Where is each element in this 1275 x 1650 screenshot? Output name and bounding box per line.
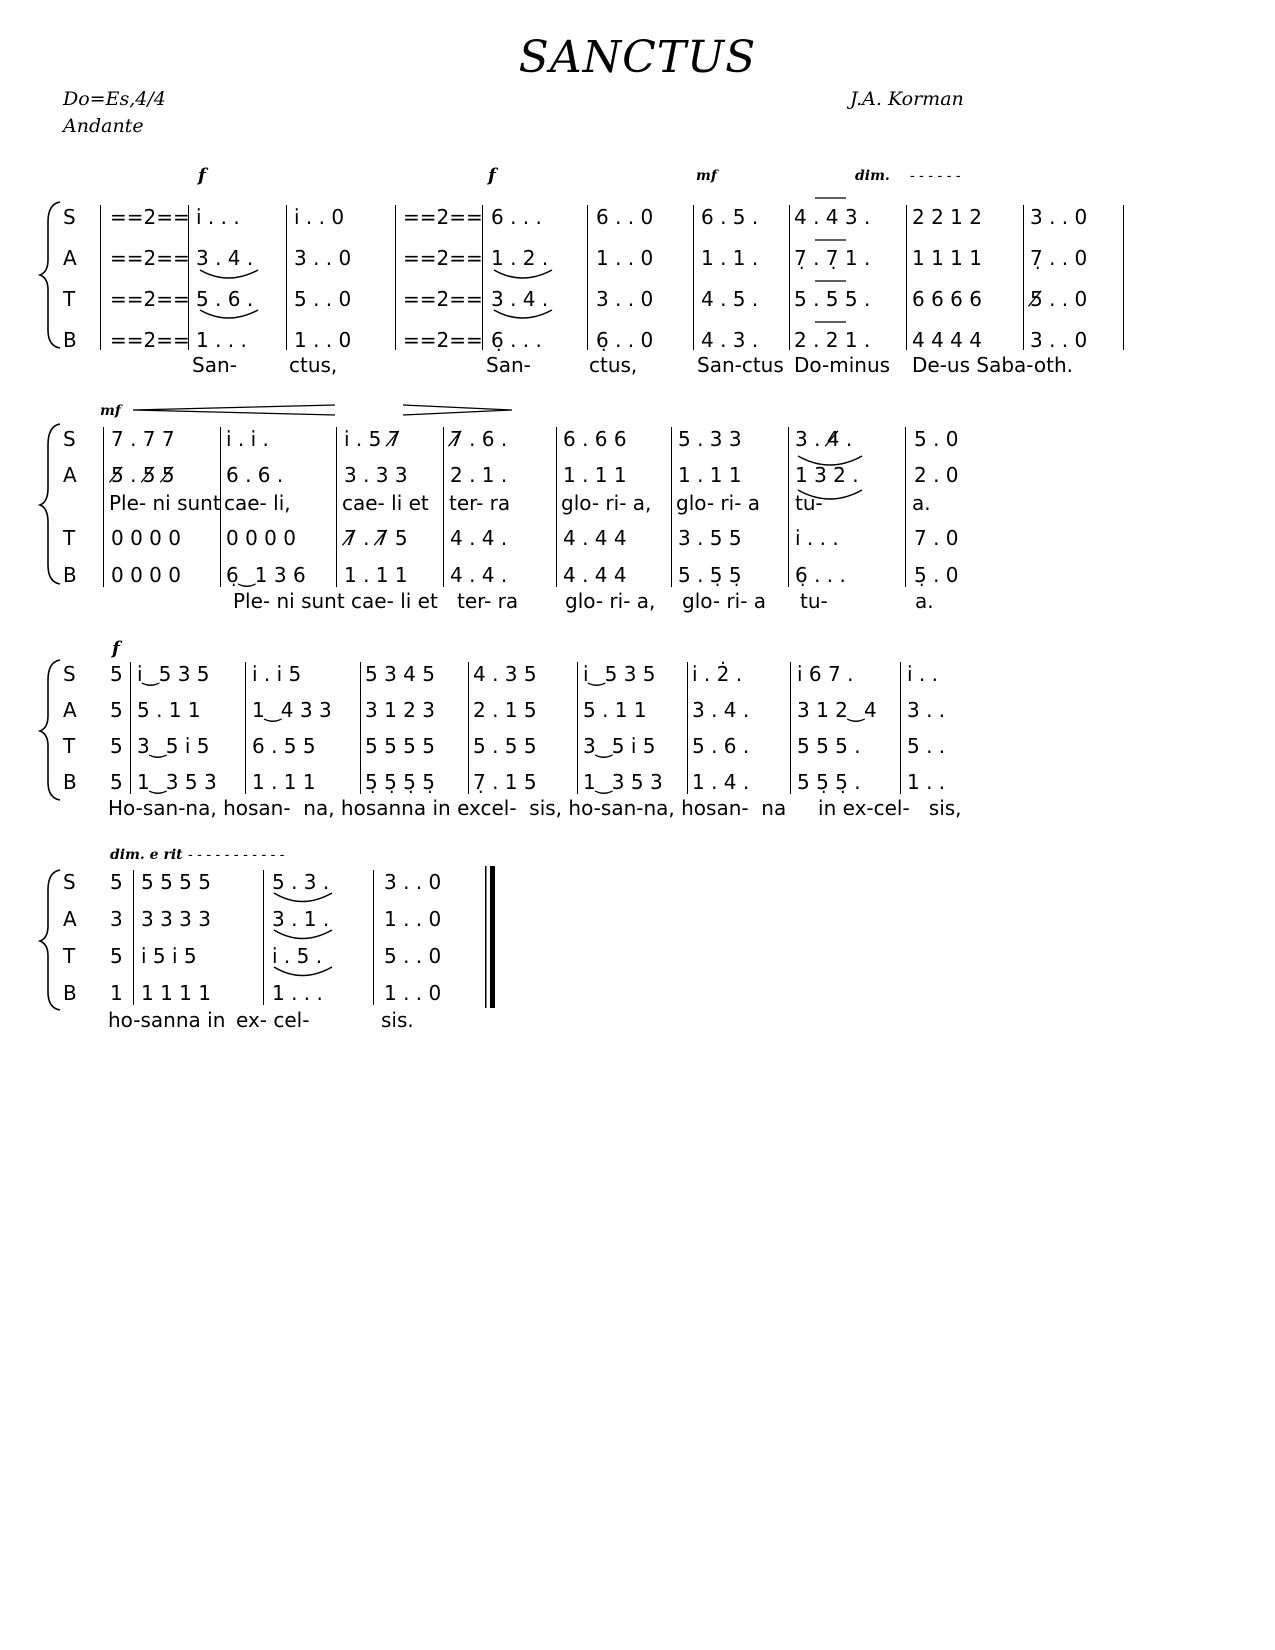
lyric: De-us Saba-oth. <box>912 353 1073 377</box>
lyric: Ple- ni sunt <box>109 491 221 515</box>
measure: i̇ . . 0 <box>294 205 345 229</box>
measure: 1 . . <box>907 770 946 794</box>
voice-label-bass: B <box>63 563 77 587</box>
measure: 5 . 1 1 <box>583 698 647 722</box>
measure: 7̸ . 6 . <box>450 427 508 451</box>
barline <box>906 205 907 350</box>
measure: 0 0 0 0 <box>111 526 181 550</box>
voice-label-alto: A <box>63 246 77 270</box>
measure: 1 . 1 1 <box>344 563 408 587</box>
system-brace <box>40 660 60 800</box>
measure: ==2== <box>403 246 483 270</box>
measure: 2 . 1 5 <box>473 698 537 722</box>
measure: 3 . 4 . <box>196 246 254 270</box>
dynamic-marking: f <box>198 165 206 186</box>
measure: 4 . 4 . <box>450 526 508 550</box>
measure: 3 . 3 3 <box>344 463 408 487</box>
lyric: ter- ra <box>449 491 511 515</box>
measure: 1 . . . <box>272 981 323 1005</box>
measure: 3 . 4 . <box>491 287 549 311</box>
measure: 6 6 6 6 <box>912 287 982 311</box>
measure: 6 . 5 . <box>701 205 759 229</box>
lyric: glo- ri- a, <box>565 589 656 613</box>
voice-label-soprano: S <box>63 427 76 451</box>
measure: 3 . . 0 <box>1030 328 1088 352</box>
measure: 5 <box>110 944 123 968</box>
lyric: glo- ri- a <box>682 589 767 613</box>
measure: 1 . 1 1 <box>252 770 316 794</box>
voice-label-bass: B <box>63 981 77 1005</box>
measure: 7̣ . 7̣ 1 . <box>794 246 871 270</box>
measure: 2 . 2 1 . <box>794 328 871 352</box>
barline <box>286 205 287 350</box>
measure: ==2== <box>403 287 483 311</box>
measure: i̇ . 2̇ . <box>692 662 743 686</box>
barline <box>263 870 264 1005</box>
measure: 4 . 3 5 <box>473 662 537 686</box>
measure: 5 . 6 . <box>692 734 750 758</box>
measure: 3 . . 0 <box>294 246 352 270</box>
measure: 2 . 1 . <box>450 463 508 487</box>
dynamic-continuation: - - - - - - <box>910 168 961 184</box>
measure: i̇‿5 3 5 <box>583 662 656 686</box>
dynamic-marking: f <box>488 165 496 186</box>
measure: 7 . 7 7 <box>111 427 175 451</box>
measure: 1 1 1 1 <box>912 246 982 270</box>
measure: 5 . 5 5 <box>473 734 537 758</box>
measure: 7̸ . 7̸ 5 <box>344 526 408 550</box>
decrescendo-hairpin <box>403 405 512 415</box>
composer: J.A. Korman <box>850 88 964 110</box>
measure: 7 . 0 <box>914 526 959 550</box>
measure: 3‿5 i̇ 5 <box>583 734 656 758</box>
measure: 1 3 2 . <box>795 463 859 487</box>
final-barline-thick <box>490 866 495 1008</box>
measure: 1 . . 0 <box>384 907 442 931</box>
voice-label-tenor: T <box>63 734 76 758</box>
measure: 1 . 1 1 <box>678 463 742 487</box>
measure: 1 . 4 . <box>692 770 750 794</box>
barline <box>336 427 337 587</box>
measure: 5 <box>110 698 123 722</box>
measure: 1 . 2 . <box>491 246 549 270</box>
measure: 2 2 1 2 <box>912 205 982 229</box>
slur <box>274 930 332 939</box>
barline <box>1023 205 1024 350</box>
lyric: tu- <box>800 589 828 613</box>
barline <box>693 205 694 350</box>
voice-label-tenor: T <box>63 287 76 311</box>
measure: 6̣‿1 3 6 <box>226 563 306 587</box>
measure: 1 . . 0 <box>294 328 352 352</box>
measure: ==2== <box>110 328 190 352</box>
barline <box>577 662 578 794</box>
voice-label-alto: A <box>63 463 77 487</box>
measure: 5 . 5 5 . <box>794 287 871 311</box>
barline <box>133 870 134 1005</box>
dynamic-marking: mf <box>696 168 717 184</box>
measure: i̇ . . <box>907 662 938 686</box>
measure: 6 . . 0 <box>596 205 654 229</box>
measure: 5 <box>110 734 123 758</box>
measure: 4 . 5 . <box>701 287 759 311</box>
system-brace <box>40 424 60 584</box>
lyric: a. <box>912 491 931 515</box>
dynamic-marking: dim. <box>855 168 890 184</box>
lyric: San- <box>192 353 237 377</box>
measure: 5 . 0 <box>914 427 959 451</box>
measure: 1 . . . <box>196 328 247 352</box>
slur <box>274 893 332 902</box>
system-brace <box>40 870 60 1010</box>
lyric: Ple- ni sunt cae- li et <box>233 589 438 613</box>
measure: 3 <box>110 907 123 931</box>
lyric: San-ctus <box>697 353 784 377</box>
barline <box>103 427 104 587</box>
crescendo-hairpin <box>133 405 335 415</box>
measure: 5 <box>110 770 123 794</box>
measure: 3 . 4̸ . <box>795 427 853 451</box>
measure: 3 . . 0 <box>1030 205 1088 229</box>
barline <box>789 205 790 350</box>
measure: 3 . 4 . <box>692 698 750 722</box>
lyric: glo- ri- a <box>676 491 761 515</box>
measure: 6 . 6 6 <box>563 427 627 451</box>
barline <box>360 662 361 794</box>
system-brace <box>40 202 60 348</box>
barline <box>395 205 396 350</box>
measure: 5 <box>110 870 123 894</box>
measure: 4 . 3 . <box>701 328 759 352</box>
measure: 0 0 0 0 <box>226 526 296 550</box>
measure: 1‿3 5 3 <box>137 770 217 794</box>
voice-label-soprano: S <box>63 662 76 686</box>
barline <box>130 662 131 794</box>
measure: 7̣ . 1 5 <box>473 770 537 794</box>
lyric: cae- li, <box>224 491 291 515</box>
measure: ==2== <box>403 328 483 352</box>
dynamic-marking: dim. e rit <box>110 847 183 863</box>
measure: i̇ . i̇ 5 <box>252 662 302 686</box>
measure: 3 . 1 . <box>272 907 330 931</box>
measure: 6 . 6 . <box>226 463 284 487</box>
measure: 5 . 3 . <box>272 870 330 894</box>
measure: i̇‿5 3 5 <box>137 662 210 686</box>
measure: 5̣ . 0 <box>914 563 959 587</box>
lyric: ex- cel- <box>236 1008 310 1032</box>
lyric: glo- ri- a, <box>561 491 652 515</box>
measure: 1 <box>110 981 123 1005</box>
measure: 3 . . 0 <box>596 287 654 311</box>
measure: 5̣ 5̣ 5̣ 5̣ <box>365 770 435 794</box>
lyric: tu- <box>795 491 823 515</box>
barline <box>100 205 101 350</box>
lyric: a. <box>915 589 934 613</box>
barline <box>587 205 588 350</box>
barline <box>790 662 791 794</box>
measure: 6 . 5 5 <box>252 734 316 758</box>
barline <box>245 662 246 794</box>
measure: 1 1 1 1 <box>141 981 211 1005</box>
measure: i̇ . . . <box>795 526 839 550</box>
measure: 5 5 5 . <box>797 734 861 758</box>
slur <box>274 967 332 976</box>
lyric: ter- ra <box>457 589 519 613</box>
measure: 3 . 5 5 <box>678 526 742 550</box>
barline <box>373 870 374 1005</box>
slur <box>494 270 552 278</box>
measure: 5 . . <box>907 734 946 758</box>
measure: 1‿4 3 3 <box>252 698 332 722</box>
measure: 0 0 0 0 <box>111 563 181 587</box>
lyric: sis. <box>381 1008 414 1032</box>
measure: 5̸ . 5̸ 5̸ <box>111 463 175 487</box>
measure: 3‿5 i̇ 5 <box>137 734 210 758</box>
measure: 1 . . 0 <box>596 246 654 270</box>
measure: i̇ . . . <box>196 205 240 229</box>
barline <box>788 427 789 587</box>
measure: 5 5 5 5 <box>365 734 435 758</box>
measure: 1 . 1 . <box>701 246 759 270</box>
measure: 5 . . 0 <box>384 944 442 968</box>
measure: ==2== <box>110 246 190 270</box>
measure: 6̣ . . . <box>795 563 846 587</box>
dynamic-continuation: - - - - - - - - - - - <box>188 847 285 863</box>
measure: 1‿3 5 3 <box>583 770 663 794</box>
measure: ==2== <box>110 287 190 311</box>
voice-label-soprano: S <box>63 870 76 894</box>
measure: 2 . 0 <box>914 463 959 487</box>
measure: i̇ 5 i̇ 5 <box>141 944 197 968</box>
measure: 6̣ . . . <box>491 328 542 352</box>
measure: 3 . . <box>907 698 946 722</box>
voice-label-tenor: T <box>63 526 76 550</box>
barline <box>905 427 906 587</box>
measure: i̇ . 5 . <box>272 944 323 968</box>
final-barline-thin <box>485 866 487 1008</box>
measure: 4 . 4 4 <box>563 563 627 587</box>
measure: 3 3 3 3 <box>141 907 211 931</box>
lyric-line: Ho-san-na, hosan- na, hosanna in excel- sis, ho-san-na, hosan- na in ex-cel- sis, <box>108 796 962 820</box>
slur <box>200 310 258 318</box>
measure: 5 . 5̣ 5̣ <box>678 563 742 587</box>
measure: 4 . 4 3 . <box>794 205 871 229</box>
voice-label-alto: A <box>63 698 77 722</box>
dynamic-marking: f <box>112 638 120 659</box>
measure: 5 3 4 5 <box>365 662 435 686</box>
measure: i̇ 6 7 . <box>797 662 854 686</box>
lyric: ctus, <box>289 353 338 377</box>
measure: ==2== <box>110 205 190 229</box>
voice-label-tenor: T <box>63 944 76 968</box>
barline <box>671 427 672 587</box>
lyric: ho-sanna in <box>108 1008 226 1032</box>
key-time-signature: Do=Es,4/4 <box>63 88 166 110</box>
measure: ==2== <box>403 205 483 229</box>
lyric: San- <box>486 353 531 377</box>
measure: 3 1 2‿4 <box>797 698 877 722</box>
barline <box>556 427 557 587</box>
lyric: Do-minus <box>794 353 891 377</box>
measure: 1 . . 0 <box>384 981 442 1005</box>
lyric: ctus, <box>589 353 638 377</box>
dynamic-marking: mf <box>100 403 121 419</box>
measure: 6 . . . <box>491 205 542 229</box>
measure: 4 4 4 4 <box>912 328 982 352</box>
lyric: cae- li et <box>342 491 429 515</box>
measure: 6̣ . . 0 <box>596 328 654 352</box>
measure: 3 . . 0 <box>384 870 442 894</box>
barline <box>468 662 469 794</box>
measure: 5 5 5 5 <box>141 870 211 894</box>
barline <box>900 662 901 794</box>
measure: i̇ . i̇ . <box>226 427 269 451</box>
measure: 5 . 3 3 <box>678 427 742 451</box>
measure: 4 . 4 4 <box>563 526 627 550</box>
voice-label-bass: B <box>63 328 77 352</box>
voice-label-alto: A <box>63 907 77 931</box>
measure: 5 . . 0 <box>294 287 352 311</box>
measure: 1 . 1 1 <box>563 463 627 487</box>
tempo-marking: Andante <box>63 115 144 137</box>
measure: 5 <box>110 662 123 686</box>
measure: 5 5̣ 5̣ . <box>797 770 861 794</box>
measure: 7̣ . . 0 <box>1030 246 1088 270</box>
page-title: SANCTUS <box>518 32 757 83</box>
measure: 5̸ . . 0 <box>1030 287 1088 311</box>
measure: i̇ . 5 7̸ <box>344 427 401 451</box>
voice-label-soprano: S <box>63 205 76 229</box>
measure: 5 . 1 1 <box>137 698 201 722</box>
barline <box>443 427 444 587</box>
measure: 5 . 6 . <box>196 287 254 311</box>
barline <box>687 662 688 794</box>
measure: 4 . 4 . <box>450 563 508 587</box>
barline <box>1123 205 1124 350</box>
measure: 3 1 2 3 <box>365 698 435 722</box>
slur <box>200 270 258 278</box>
voice-label-bass: B <box>63 770 77 794</box>
slur <box>494 310 552 318</box>
